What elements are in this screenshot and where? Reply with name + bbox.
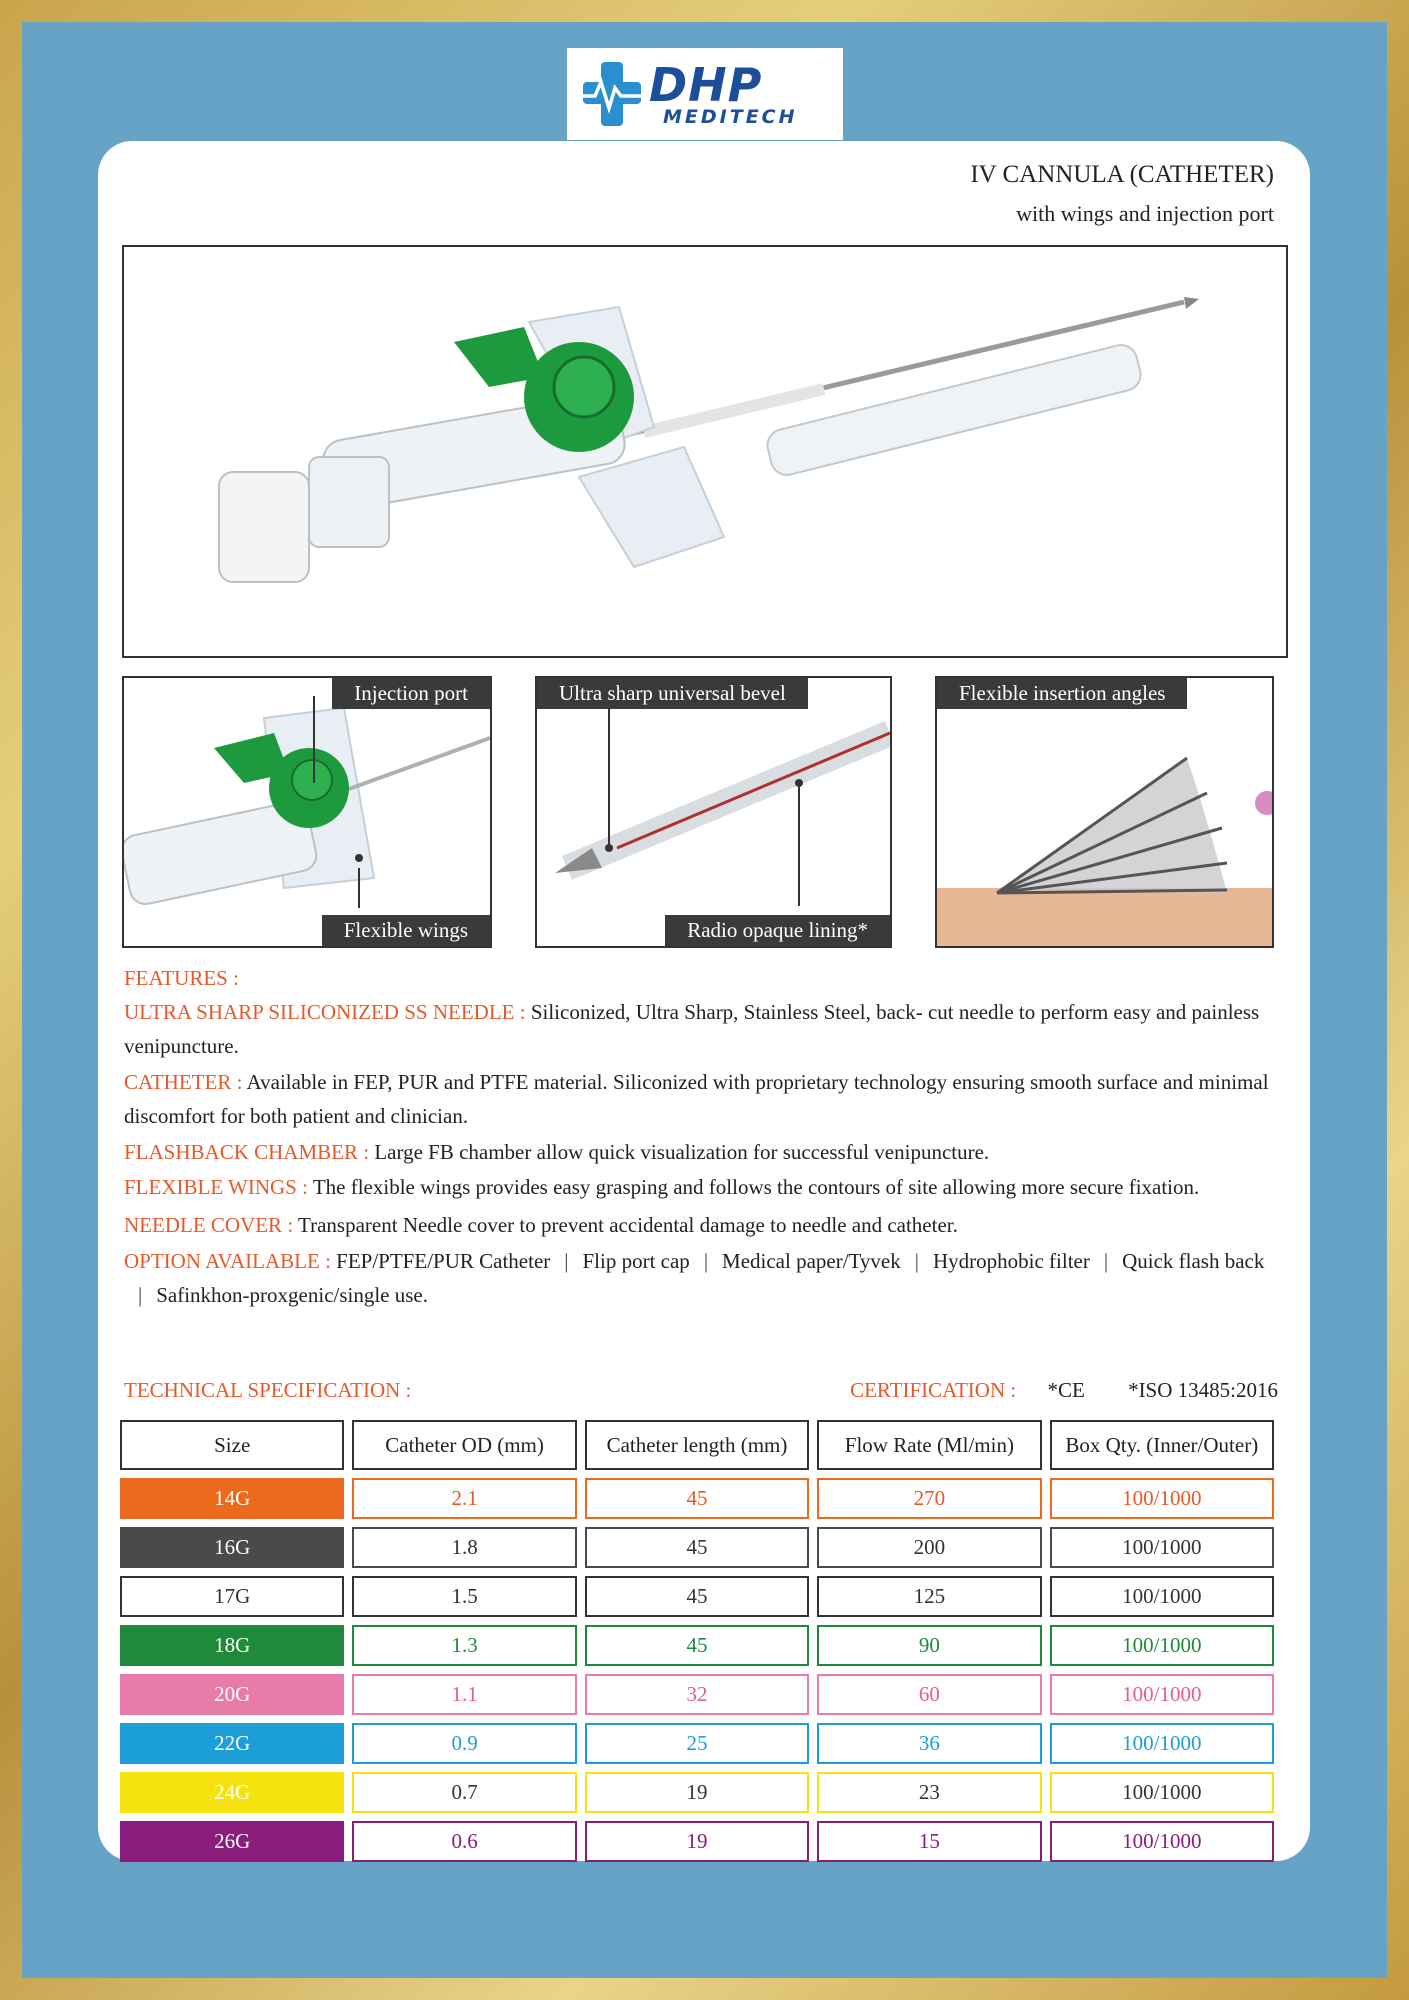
col-catheter-od: Catheter OD (mm) [352,1420,576,1470]
flow-rate-cell: 36 [817,1723,1041,1764]
brand-tagline: MEDITECH [663,105,798,128]
box-qty-cell: 100/1000 [1050,1821,1274,1862]
product-subtitle: with wings and injection port [1016,201,1274,226]
table-row [120,1478,1274,1519]
size-cell: 18G [120,1625,344,1666]
catheter-length-cell: 45 [585,1478,809,1519]
size-cell: 14G [120,1478,344,1519]
catheter-od-cell: 0.7 [352,1772,576,1813]
feature-options: OPTION AVAILABLE : FEP/PTFE/PUR Catheter | Flip port cap | Medical paper/Tyvek | Hydrophobic filter | Quick flash back| Safinkhon-proxgenic/single use. [124,1249,1265,1307]
certifications [850,1378,1278,1403]
catheter-length-cell: 19 [585,1772,809,1813]
col-size: Size [120,1420,344,1470]
catheter-od-cell: 1.3 [352,1625,576,1666]
label-injection-port: Injection port [332,678,490,709]
brand-name: DHP [649,57,763,112]
features-section [124,961,1290,1312]
feature-wings: FLEXIBLE WINGS : The flexible wings provides easy grasping and follows the contours of site allowing more secure fixation. [124,1175,1200,1199]
catheter-od-cell: 1.1 [352,1674,576,1715]
catheter-length-cell: 25 [585,1723,809,1764]
box-qty-cell: 100/1000 [1050,1772,1274,1813]
catheter-length-cell: 45 [585,1625,809,1666]
size-cell: 24G [120,1772,344,1813]
catheter-od-cell: 1.5 [352,1576,576,1617]
detail-insertion-angles [935,676,1274,948]
feature-catheter: CATHETER : Available in FEP, PUR and PTFE material. Siliconized with proprietary technology ensuring smooth surface and minimal discomfort for both patient and clinician. [124,1070,1269,1128]
col-box-qty: Box Qty. (Inner/Outer) [1050,1420,1274,1470]
label-flexible-wings: Flexible wings [322,915,490,946]
certification-label: CERTIFICATION : [850,1378,1017,1402]
brand-logo [567,48,843,140]
technical-spec-heading: TECHNICAL SPECIFICATION : [124,1378,412,1402]
medical-cross-icon [581,58,643,130]
table-row [120,1723,1274,1764]
label-radio-opaque-lining: Radio opaque lining* [665,915,890,946]
flow-rate-cell: 23 [817,1772,1041,1813]
product-card [98,141,1310,1861]
flow-rate-cell: 270 [817,1478,1041,1519]
feature-needle: ULTRA SHARP SILICONIZED SS NEEDLE : Siliconized, Ultra Sharp, Stainless Steel, back- cut needle to perform easy and painless venipuncture. [124,1000,1260,1058]
bevel-illustration [537,678,890,946]
iv-cannula-illustration [124,247,1286,656]
size-cell: 22G [120,1723,344,1764]
spec-table [112,1412,1282,1870]
col-catheter-length: Catheter length (mm) [585,1420,809,1470]
catheter-od-cell: 0.6 [352,1821,576,1862]
catheter-length-cell: 45 [585,1527,809,1568]
label-insertion-angles: Flexible insertion angles [937,678,1187,709]
detail-injection-port [122,676,492,948]
label-bevel: Ultra sharp universal bevel [537,678,808,709]
box-qty-cell: 100/1000 [1050,1723,1274,1764]
box-qty-cell: 100/1000 [1050,1527,1274,1568]
box-qty-cell: 100/1000 [1050,1674,1274,1715]
size-cell: 17G [120,1576,344,1617]
product-title: IV CANNULA (CATHETER) [970,161,1274,188]
catheter-length-cell: 19 [585,1821,809,1862]
flow-rate-cell: 90 [817,1625,1041,1666]
col-flow-rate: Flow Rate (Ml/min) [817,1420,1041,1470]
catheter-od-cell: 0.9 [352,1723,576,1764]
table-row [120,1576,1274,1617]
size-cell: 16G [120,1527,344,1568]
injection-port-illustration [124,678,490,946]
table-row [120,1772,1274,1813]
certification-ce: *CE [1047,1378,1085,1402]
catheter-od-cell: 1.8 [352,1527,576,1568]
size-cell: 26G [120,1821,344,1862]
table-row [120,1625,1274,1666]
box-qty-cell: 100/1000 [1050,1576,1274,1617]
product-hero-image [122,245,1288,658]
table-row [120,1527,1274,1568]
detail-bevel [535,676,892,948]
flow-rate-cell: 60 [817,1674,1041,1715]
spec-table-header [120,1420,1274,1470]
certification-iso: *ISO 13485:2016 [1128,1378,1278,1402]
flow-rate-cell: 200 [817,1527,1041,1568]
catheter-length-cell: 45 [585,1576,809,1617]
feature-flashback: FLASHBACK CHAMBER : Large FB chamber allow quick visualization for successful venipuncture. [124,1140,990,1164]
size-cell: 20G [120,1674,344,1715]
flow-rate-cell: 125 [817,1576,1041,1617]
catheter-length-cell: 32 [585,1674,809,1715]
table-row [120,1821,1274,1862]
insertion-angles-illustration [937,678,1272,946]
box-qty-cell: 100/1000 [1050,1478,1274,1519]
table-row [120,1674,1274,1715]
box-qty-cell: 100/1000 [1050,1625,1274,1666]
feature-needle-cover: NEEDLE COVER : Transparent Needle cover to prevent accidental damage to needle and catheter. [124,1213,958,1237]
catheter-od-cell: 2.1 [352,1478,576,1519]
features-heading: FEATURES : [124,966,239,990]
flow-rate-cell: 15 [817,1821,1041,1862]
